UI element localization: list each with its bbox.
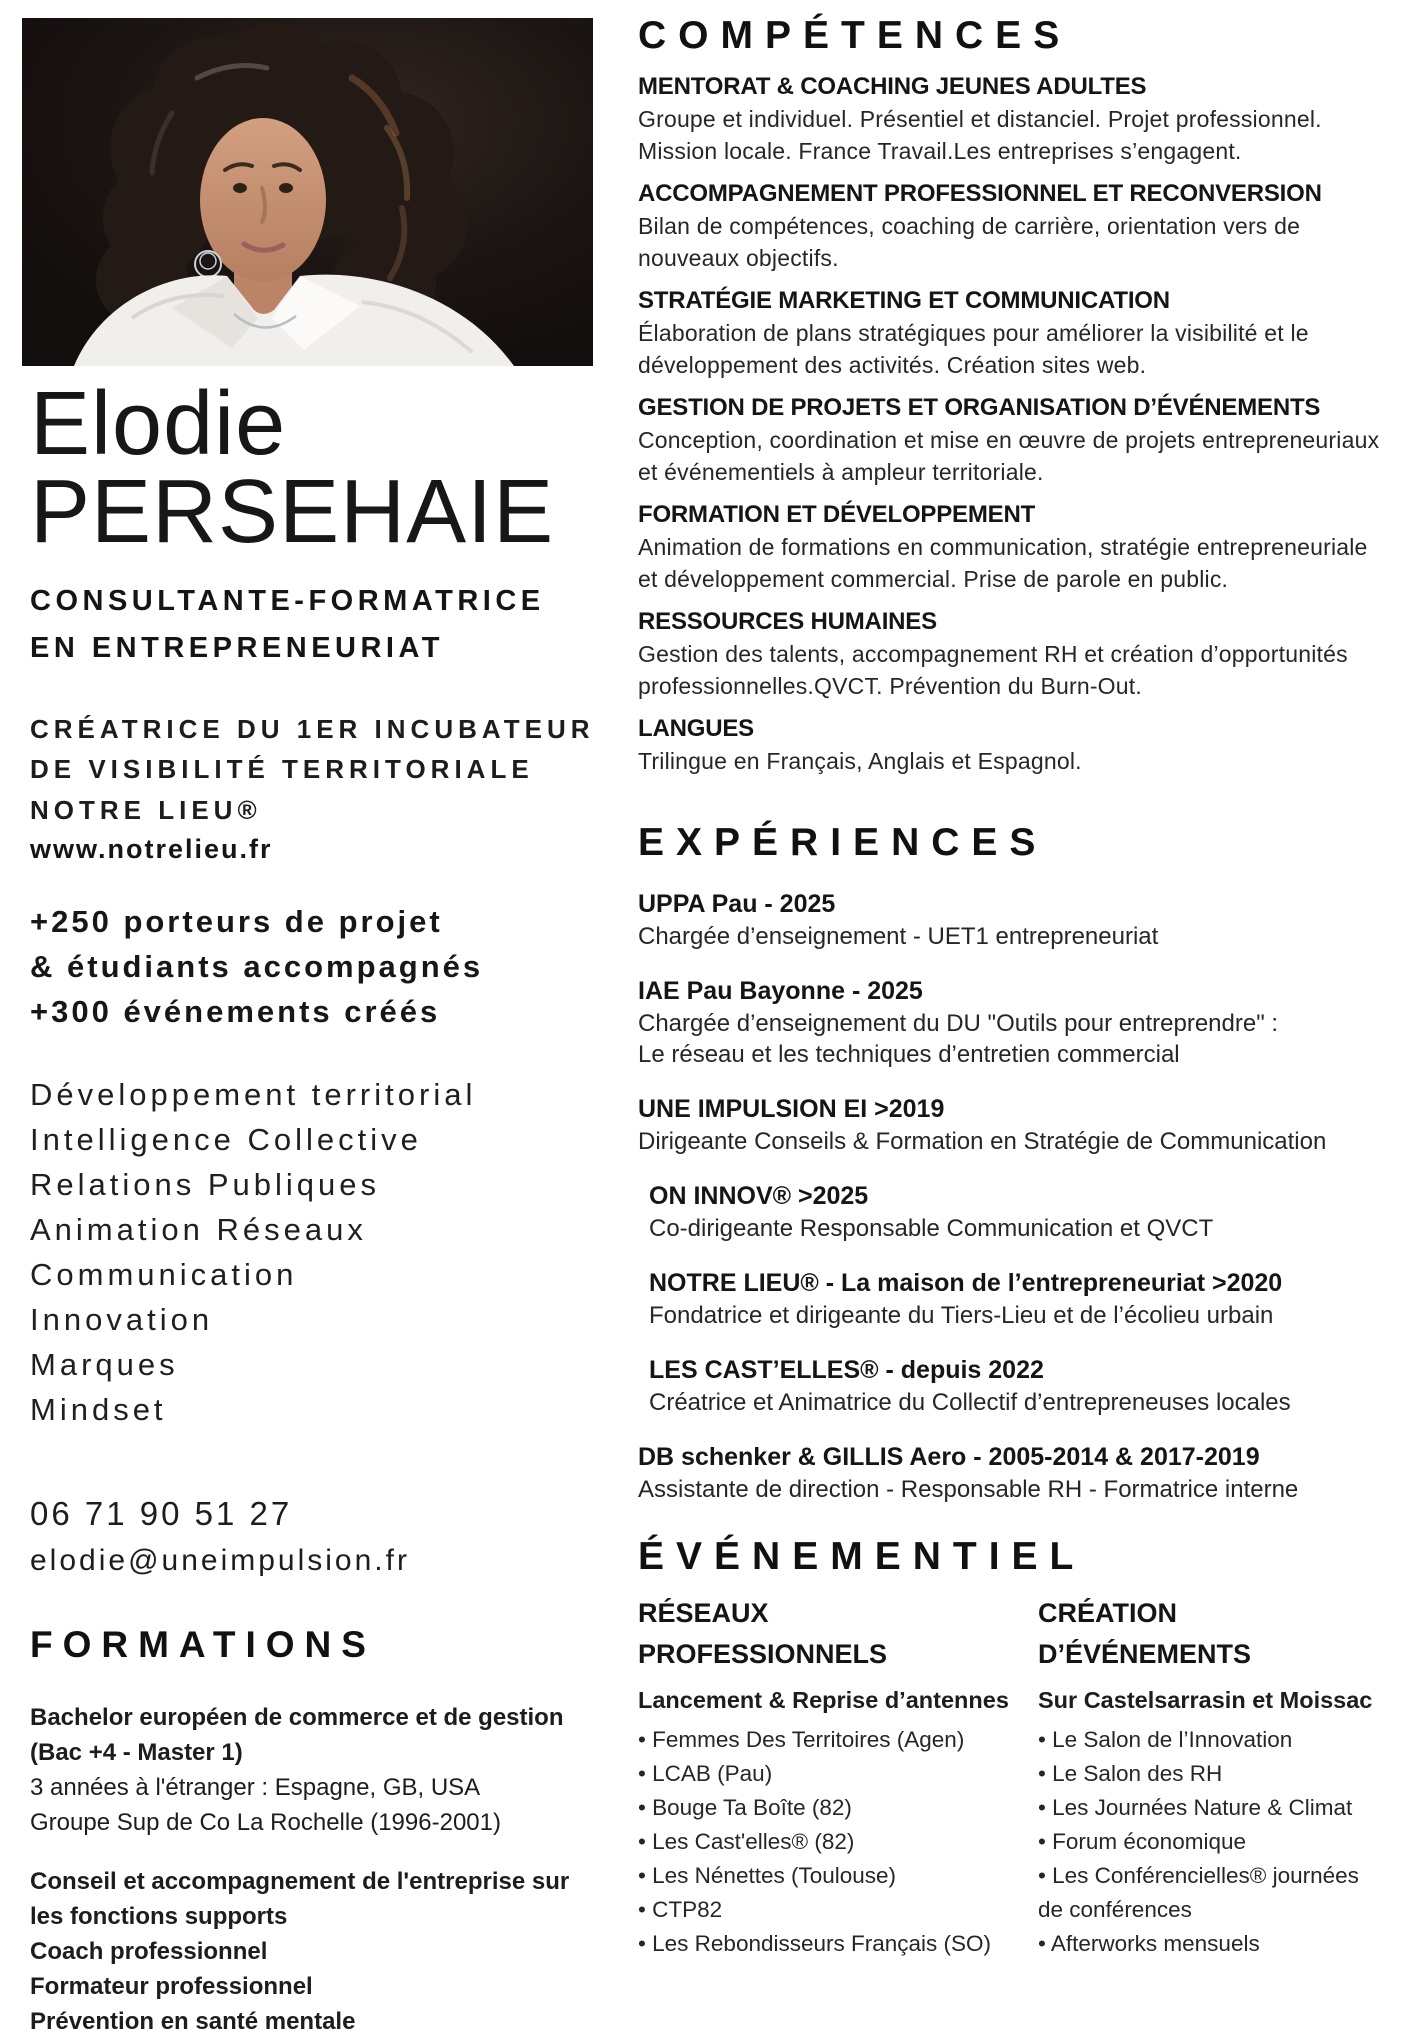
stats-block (30, 899, 610, 1034)
evenementiel-list-0 (638, 1723, 1038, 1961)
evenementiel-column-title-line-0-1: PROFESSIONNELS (638, 1639, 888, 1669)
experience-item (638, 887, 1384, 952)
job-title-line2: EN ENTREPRENEURIAT (30, 631, 444, 664)
keyword-5: Innovation (30, 1302, 214, 1338)
right-column (610, 0, 1414, 2000)
event-item (1038, 1825, 1384, 1859)
formation-block-1 (30, 1864, 610, 2039)
phone-number: 06 71 90 51 27 (30, 1495, 293, 1533)
event-item-label: Les Journées Nature & Climat (1052, 1795, 1353, 1820)
competences-heading: COMPÉTENCES (638, 14, 1072, 57)
event-item (638, 1825, 1038, 1859)
experience-title-5: LES CAST’ELLES® - depuis 2022 (649, 1356, 1044, 1384)
event-item (638, 1927, 1038, 1961)
stats-line-2: +300 événements créés (30, 994, 441, 1030)
bullet-icon: • (638, 1761, 653, 1786)
experience-title-2: UNE IMPULSION EI >2019 (638, 1095, 945, 1123)
creator-line-2: NOTRE LIEU® (30, 794, 262, 825)
bullet-icon: • (1038, 1863, 1053, 1888)
competence-item (638, 70, 1384, 167)
left-column-text (22, 374, 610, 2039)
experience-title-1: IAE Pau Bayonne - 2025 (638, 977, 923, 1005)
email-link[interactable]: elodie@uneimpulsion.fr (30, 1544, 410, 1578)
formation-line-1-1: les fonctions supports (30, 1903, 288, 1931)
event-item (1038, 1723, 1384, 1757)
keyword-6: Marques (30, 1347, 179, 1383)
experience-line-3-0: Co-dirigeante Responsable Communication et QVCT (649, 1215, 1214, 1242)
event-item (1038, 1757, 1384, 1791)
last-name: PERSEHAIE (30, 462, 555, 563)
competence-title-3: GESTION DE PROJETS ET ORGANISATION D’ÉVÉNEMENTS (638, 394, 1321, 421)
evenementiel-column-subtitle-0: Lancement & Reprise d’antennes (638, 1687, 1009, 1713)
experience-line-2-0: Dirigeante Conseils & Formation en Stratégie de Communication (638, 1128, 1327, 1155)
keyword-7: Mindset (30, 1392, 167, 1428)
keyword-3: Animation Réseaux (30, 1212, 367, 1248)
competence-title-1: ACCOMPAGNEMENT PROFESSIONNEL ET RECONVERSION (638, 180, 1322, 207)
event-item-label: Le Salon des RH (1052, 1761, 1223, 1786)
formation-line-0-0: Bachelor européen de commerce et de gestion (30, 1704, 564, 1732)
creator-line-1: DE VISIBILITÉ TERRITORIALE (30, 754, 534, 785)
keywords-list (30, 1072, 610, 1432)
first-name: Elodie (30, 374, 287, 474)
experience-title-3: ON INNOV® >2025 (649, 1182, 869, 1210)
keyword-1: Intelligence Collective (30, 1122, 422, 1158)
competence-item (638, 605, 1384, 702)
stats-line-0: +250 porteurs de projet (30, 904, 443, 940)
evenementiel-column-0 (638, 1593, 1038, 1961)
stats-line-1: & étudiants accompagnés (30, 949, 484, 985)
bullet-icon: • (638, 1863, 653, 1888)
experience-line-6-0: Assistante de direction - Responsable RH - Formatrice interne (638, 1476, 1299, 1503)
formation-block-0 (30, 1700, 610, 1840)
competence-item (638, 391, 1384, 488)
competence-line-0-1: Mission locale. France Travail.Les entreprises s’engagent. (638, 138, 1242, 164)
event-item-label: LCAB (Pau) (652, 1761, 773, 1786)
experience-item (649, 1353, 1384, 1418)
competence-item (638, 284, 1384, 381)
experience-line-5-0: Créatrice et Animatrice du Collectif d’entrepreneuses locales (649, 1389, 1291, 1416)
competence-line-0-0: Groupe et individuel. Présentiel et distanciel. Projet professionnel. (638, 106, 1322, 132)
event-item (638, 1893, 1038, 1927)
event-item (638, 1791, 1038, 1825)
formation-line-1-0: Conseil et accompagnement de l'entreprise sur (30, 1868, 570, 1896)
left-column (0, 0, 610, 2036)
experience-item (638, 1092, 1384, 1157)
event-item-label: Le Salon de l’Innovation (1052, 1727, 1293, 1752)
competence-item (638, 498, 1384, 595)
evenementiel-column-subtitle-1: Sur Castelsarrasin et Moissac (1038, 1687, 1373, 1713)
experience-title-0: UPPA Pau - 2025 (638, 890, 836, 918)
competence-item (638, 712, 1384, 777)
experience-line-4-0: Fondatrice et dirigeante du Tiers-Lieu et de l’écolieu urbain (649, 1302, 1274, 1329)
formation-line-0-3: Groupe Sup de Co La Rochelle (1996-2001) (30, 1809, 501, 1837)
bullet-icon: • (1038, 1727, 1053, 1752)
experiences-heading: EXPÉRIENCES (638, 821, 1048, 864)
bullet-icon: • (1038, 1829, 1053, 1854)
bullet-icon: • (1038, 1795, 1053, 1820)
experience-item (638, 1440, 1384, 1505)
competence-title-6: LANGUES (638, 715, 754, 742)
experience-line-1-0: Chargée d’enseignement du DU "Outils pour entreprendre" : (638, 1010, 1279, 1037)
formation-line-0-2: 3 années à l'étranger : Espagne, GB, USA (30, 1774, 481, 1802)
event-item (1038, 1791, 1384, 1825)
formations-section (30, 1700, 610, 2039)
competence-line-6-0: Trilingue en Français, Anglais et Espagnol. (638, 748, 1082, 774)
website-link[interactable]: www.notrelieu.fr (30, 834, 273, 865)
event-item-label: Les Conférencielles® journées de conférences (1038, 1863, 1359, 1922)
creator-line-0: CRÉATRICE DU 1ER INCUBATEUR (30, 714, 595, 745)
formations-heading: FORMATIONS (30, 1624, 376, 1666)
person-name (30, 374, 610, 563)
event-item (1038, 1859, 1384, 1927)
contact-block (30, 1490, 610, 1584)
bullet-icon: • (638, 1829, 653, 1854)
formation-line-0-1: (Bac +4 - Master 1) (30, 1739, 243, 1767)
competence-line-4-1: et développement commercial. Prise de parole en public. (638, 566, 1229, 592)
event-item (638, 1757, 1038, 1791)
bullet-icon: • (638, 1897, 653, 1922)
experience-item (649, 1266, 1384, 1331)
evenementiel-column-1 (1038, 1593, 1384, 1961)
evenementiel-column-title-1 (1038, 1593, 1384, 1675)
profile-photo (22, 18, 593, 366)
experience-title-4: NOTRE LIEU® - La maison de l’entrepreneuriat >2020 (649, 1269, 1283, 1297)
event-item-label: Les Cast'elles® (82) (652, 1829, 855, 1854)
competence-line-2-1: développement des activités. Création sites web. (638, 352, 1147, 378)
competence-line-3-0: Conception, coordination et mise en œuvre de projets entrepreneuriaux (638, 427, 1380, 453)
formation-line-1-2: Coach professionnel (30, 1938, 268, 1966)
formation-line-1-4: Prévention en santé mentale (30, 2008, 356, 2036)
keyword-4: Communication (30, 1257, 298, 1293)
evenementiel-column-title-line-0-0: RÉSEAUX (638, 1598, 769, 1628)
creator-block (30, 709, 610, 830)
experience-line-0-0: Chargée d’enseignement - UET1 entrepreneuriat (638, 923, 1159, 950)
event-item-label: Forum économique (1052, 1829, 1246, 1854)
event-item-label: CTP82 (652, 1897, 723, 1922)
keyword-2: Relations Publiques (30, 1167, 381, 1203)
competence-item (638, 177, 1384, 274)
keyword-0: Développement territorial (30, 1077, 477, 1113)
evenementiel-column-title-0 (638, 1593, 1038, 1675)
evenementiel-heading: ÉVÉNEMENTIEL (638, 1535, 1086, 1578)
competence-title-0: MENTORAT & COACHING JEUNES ADULTES (638, 73, 1147, 100)
evenementiel-column-title-line-1-1: D’ÉVÉNEMENTS (1038, 1639, 1252, 1669)
job-title-line1: CONSULTANTE-FORMATRICE (30, 585, 545, 618)
event-item-label: Les Rebondisseurs Français (SO) (652, 1931, 992, 1956)
bullet-icon: • (638, 1795, 653, 1820)
evenementiel-section (638, 1593, 1384, 1961)
competence-title-5: RESSOURCES HUMAINES (638, 608, 937, 635)
portrait-illustration (22, 18, 593, 366)
experiences-section (638, 887, 1384, 1505)
evenementiel-column-title-line-1-0: CRÉATION (1038, 1598, 1177, 1628)
event-item (638, 1859, 1038, 1893)
bullet-icon: • (1038, 1761, 1053, 1786)
job-title (30, 578, 610, 671)
bullet-icon: • (638, 1727, 653, 1752)
competences-section (638, 70, 1384, 777)
event-item (638, 1723, 1038, 1757)
competence-line-1-0: Bilan de compétences, coaching de carrière, orientation vers de (638, 213, 1301, 239)
competence-line-3-1: et événementiels à ampleur territoriale. (638, 459, 1044, 485)
competence-title-4: FORMATION ET DÉVELOPPEMENT (638, 501, 1036, 528)
experience-line-1-1: Le réseau et les techniques d’entretien commercial (638, 1041, 1180, 1068)
evenementiel-list-1 (1038, 1723, 1384, 1961)
experience-item (638, 974, 1384, 1070)
formation-line-1-3: Formateur professionnel (30, 1973, 313, 2001)
event-item-label: Afterworks mensuels (1050, 1931, 1260, 1956)
bullet-icon: • (638, 1931, 653, 1956)
competence-line-5-1: professionnelles.QVCT. Prévention du Burn-Out. (638, 673, 1142, 699)
competence-line-1-1: nouveaux objectifs. (638, 245, 839, 271)
competence-line-4-0: Animation de formations en communication, stratégie entrepreneuriale (638, 534, 1368, 560)
event-item-label: Les Nénettes (Toulouse) (652, 1863, 897, 1888)
event-item-label: Bouge Ta Boîte (82) (652, 1795, 852, 1820)
competence-line-2-0: Élaboration de plans stratégiques pour améliorer la visibilité et le (638, 320, 1309, 346)
event-item-label: Femmes Des Territoires (Agen) (652, 1727, 965, 1752)
event-item (1038, 1927, 1384, 1961)
experience-item (649, 1179, 1384, 1244)
competence-line-5-0: Gestion des talents, accompagnement RH et création d’opportunités (638, 641, 1348, 667)
competence-title-2: STRATÉGIE MARKETING ET COMMUNICATION (638, 287, 1170, 314)
bullet-icon: • (1038, 1931, 1051, 1956)
experience-title-6: DB schenker & GILLIS Aero - 2005-2014 & 2017-2019 (638, 1443, 1260, 1471)
